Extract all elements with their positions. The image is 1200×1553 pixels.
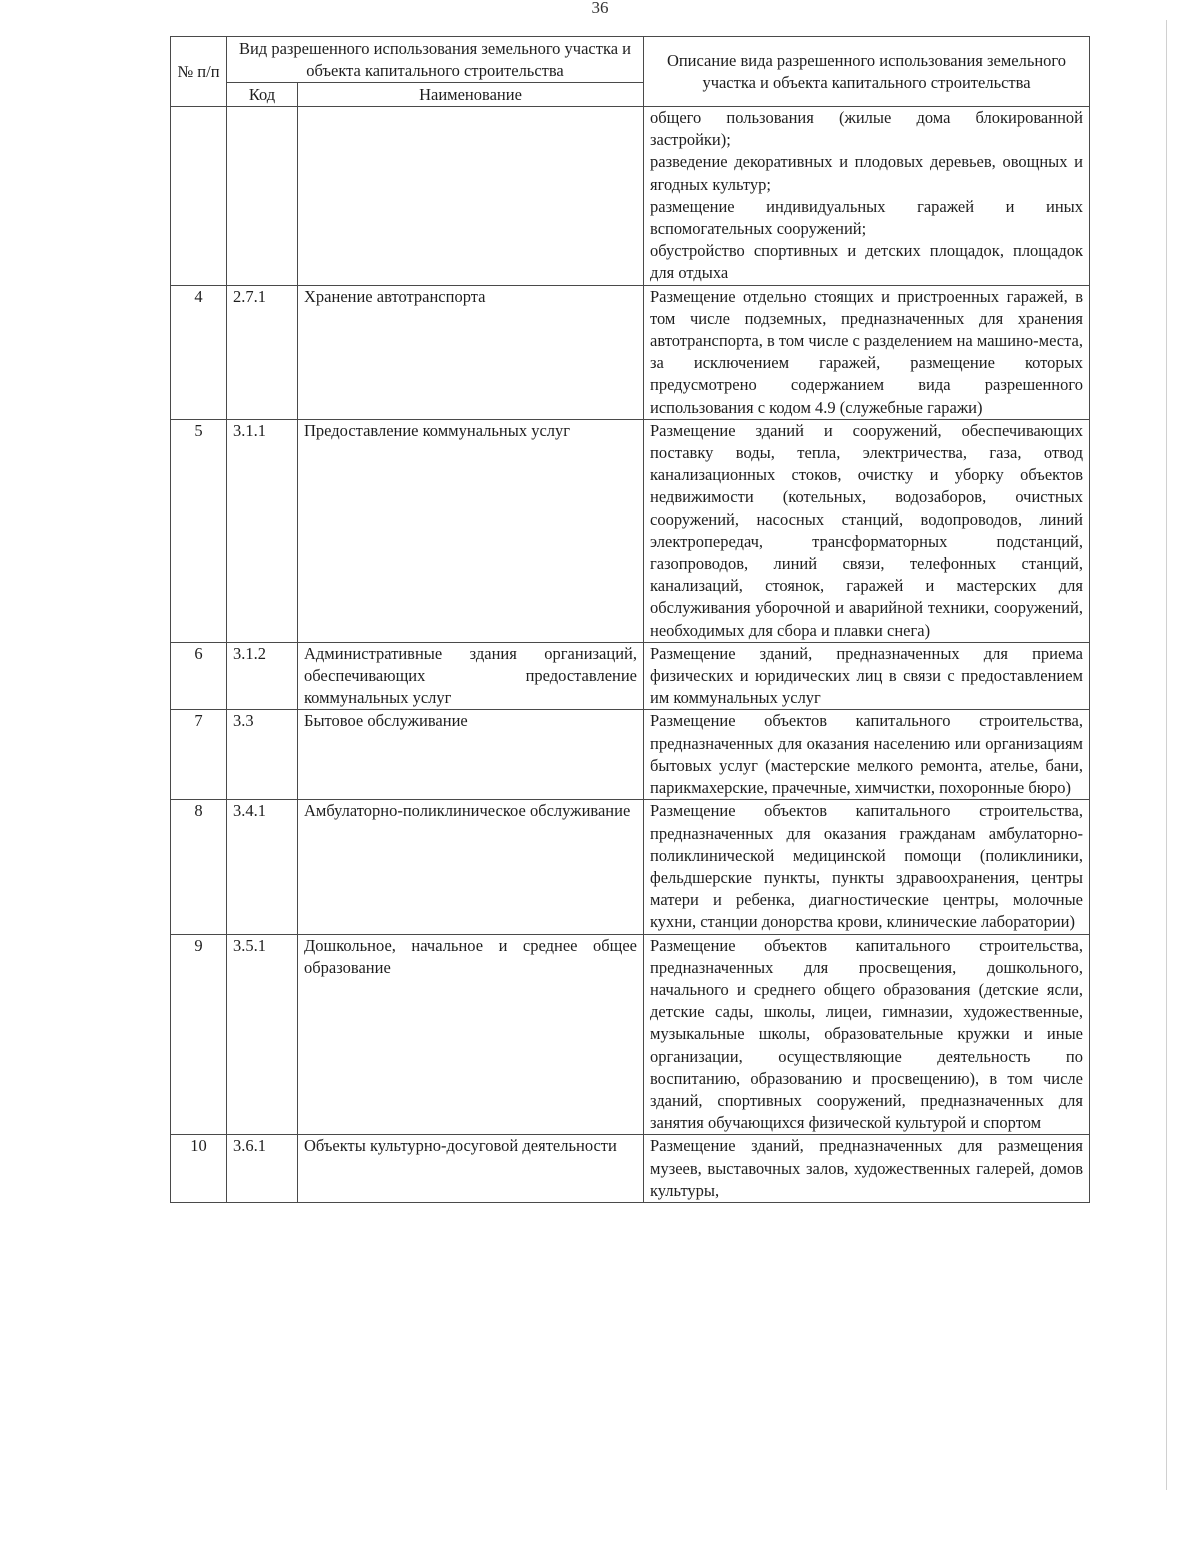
table-row xyxy=(171,1135,1090,1203)
row-description xyxy=(644,285,1090,419)
row-code: 3.4.1 xyxy=(227,800,298,934)
row-num: 4 xyxy=(171,285,227,419)
header-use-type: Вид разрешенного использования земельного участка и объекта капитального строительства xyxy=(227,37,644,83)
row-num: 5 xyxy=(171,419,227,642)
description-paragraph: Размещение объектов капитального строительства, предназначенных для просвещения, дошкольного, начального и среднего общего образования (детские ясли, детские сады, школы, лицеи, гимназии, художественные, музыкальные школы, образовательные кружки и иные организации, осуществляющие деятельность по воспитанию, образованию и просвещению), в том числе зданий, спортивных сооружений, предназначенных для занятия обучающихся физической культурой и спортом xyxy=(650,935,1083,1133)
row-name xyxy=(298,107,644,286)
row-code: 2.7.1 xyxy=(227,285,298,419)
row-description xyxy=(644,710,1090,800)
row-description xyxy=(644,642,1090,710)
table-row xyxy=(171,642,1090,710)
row-description xyxy=(644,800,1090,934)
row-num: 10 xyxy=(171,1135,227,1203)
row-code: 3.1.2 xyxy=(227,642,298,710)
row-name: Административные здания организаций, обеспечивающих предоставление коммунальных услуг xyxy=(298,642,644,710)
table-row xyxy=(171,285,1090,419)
row-description xyxy=(644,1135,1090,1203)
description-paragraph: Размещение объектов капитального строительства, предназначенных для оказания населению или организациям бытовых услуг (мастерские мелкого ремонта, ателье, бани, парикмахерские, прачечные, химчистки, похоронные бюро) xyxy=(650,711,1083,798)
row-code xyxy=(227,107,298,286)
table-body xyxy=(171,107,1090,1203)
description-paragraph: обустройство спортивных и детских площадок, площадок для отдыха xyxy=(650,241,1083,283)
description-paragraph: Размещение отдельно стоящих и пристроенных гаражей, в том числе подземных, предназначенных для хранения автотранспорта, в том числе с разделением на машино-места, за исключением гаражей, размещение которых предусмотрено содержанием вида разрешенного использования с кодом 4.9 (служебные гаражи) xyxy=(650,286,1083,417)
row-code: 3.6.1 xyxy=(227,1135,298,1203)
page-edge-rule xyxy=(1166,20,1167,1490)
header-description: Описание вида разрешенного использования земельного участка и объекта капитального строительства xyxy=(644,37,1090,107)
header-code: Код xyxy=(227,83,298,107)
row-name: Дошкольное, начальное и среднее общее образование xyxy=(298,934,644,1135)
row-num: 8 xyxy=(171,800,227,934)
description-paragraph: размещение индивидуальных гаражей и иных вспомогательных сооружений; xyxy=(650,196,1083,239)
row-name: Амбулаторно-поликлиническое обслуживание xyxy=(298,800,644,934)
table-header xyxy=(171,37,1090,107)
table-row xyxy=(171,107,1090,286)
row-code: 3.5.1 xyxy=(227,934,298,1135)
row-code: 3.1.1 xyxy=(227,419,298,642)
description-paragraph: общего пользования (жилые дома блокированной застройки); xyxy=(650,108,1083,150)
description-paragraph: разведение декоративных и плодовых деревьев, овощных и ягодных культур; xyxy=(650,152,1083,194)
row-code: 3.3 xyxy=(227,710,298,800)
header-num: № п/п xyxy=(171,37,227,107)
table-row xyxy=(171,710,1090,800)
table-row xyxy=(171,419,1090,642)
row-num: 6 xyxy=(171,642,227,710)
description-paragraph: Размещение зданий, предназначенных для приема физических и юридических лиц в связи с предоставлением им коммунальных услуг xyxy=(650,643,1083,708)
row-num xyxy=(171,107,227,286)
row-description xyxy=(644,107,1090,286)
row-num: 9 xyxy=(171,934,227,1135)
row-name: Предоставление коммунальных услуг xyxy=(298,419,644,642)
row-name: Объекты культурно-досуговой деятельности xyxy=(298,1135,644,1203)
land-use-table xyxy=(170,36,1090,1203)
table-row xyxy=(171,800,1090,934)
description-paragraph: Размещение объектов капитального строительства, предназначенных для оказания гражданам амбулаторно-поликлинической медицинской помощи (поликлиники, фельдшерские пункты, пункты здравоохранения, центры матери и ребенка, диагностические центры, молочные кухни, станции донорства крови, клинические лаборатории) xyxy=(650,801,1083,932)
row-description xyxy=(644,419,1090,642)
row-description xyxy=(644,934,1090,1135)
header-name: Наименование xyxy=(298,83,644,107)
row-name: Бытовое обслуживание xyxy=(298,710,644,800)
table-row xyxy=(171,934,1090,1135)
description-paragraph: Размещение зданий и сооружений, обеспечивающих поставку воды, тепла, электричества, газа, отвод канализационных стоков, очистку и уборку объектов недвижимости (котельных, водозаборов, очистных сооружений, насосных станций, водопроводов, линий электропередач, трансформаторных подстанций, газопроводов, линий связи, телефонных станций, канализаций, стоянок, гаражей и мастерских для обслуживания уборочной и аварийной техники, сооружений, необходимых для сбора и плавки снега) xyxy=(650,420,1083,640)
page-number: 36 xyxy=(591,0,609,17)
row-num: 7 xyxy=(171,710,227,800)
description-paragraph: Размещение зданий, предназначенных для размещения музеев, выставочных залов, художественных галерей, домов культуры, xyxy=(650,1136,1083,1200)
row-name: Хранение автотранспорта xyxy=(298,285,644,419)
